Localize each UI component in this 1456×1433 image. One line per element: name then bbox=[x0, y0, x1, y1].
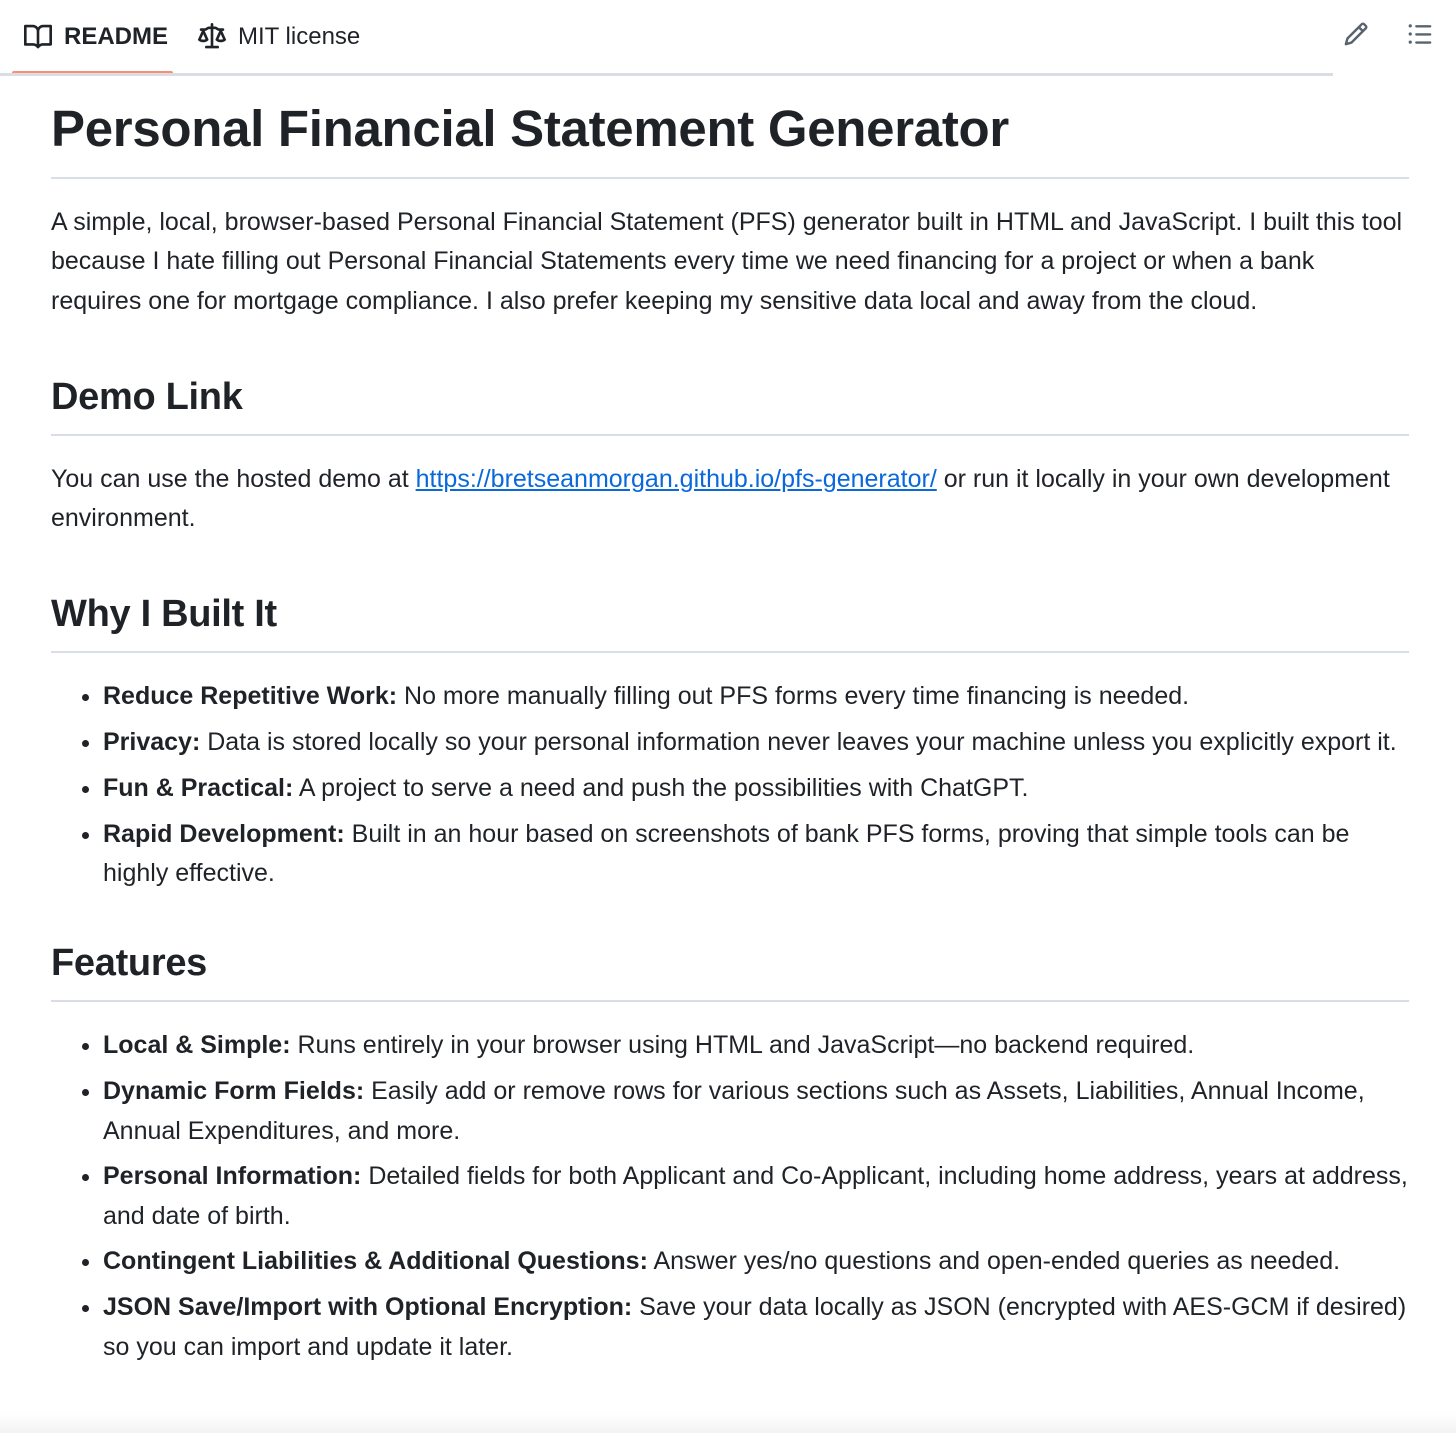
demo-paragraph bbox=[51, 460, 1409, 539]
list-item bbox=[103, 815, 1409, 894]
list-item-label: Local & Simple: bbox=[103, 1031, 291, 1060]
list-item-text: Save your data locally as JSON (encrypted with AES-GCM if desired) so you can import and update it later. bbox=[103, 1293, 1407, 1361]
tab-readme-label: README bbox=[64, 22, 169, 50]
intro-paragraph: A simple, local, browser-based Personal Financial Statement (PFS) generator built in HTML and JavaScript. I built this tool because I hate filling out Personal Financial Statements every time we need financing for a project or when a bank requires one for mortgage compliance. I also prefer keeping my sensitive data local and away from the cloud. bbox=[51, 208, 1403, 315]
list-item-text: Easily add or remove rows for various sections such as Assets, Liabilities, Annual Income, Annual Expenditures, and more. bbox=[103, 1077, 1365, 1145]
list-item-text: A project to serve a need and push the possibilities with ChatGPT. bbox=[293, 774, 1029, 803]
list-item bbox=[103, 769, 1409, 808]
book-icon bbox=[24, 23, 52, 51]
list-unordered-icon bbox=[1407, 21, 1433, 52]
list-item-label: Fun & Practical: bbox=[103, 774, 294, 803]
list-item-text: No more manually filling out PFS forms every time financing is needed. bbox=[397, 682, 1190, 711]
features-list bbox=[51, 1026, 1409, 1366]
tab-readme[interactable] bbox=[12, 0, 173, 73]
list-item-text: Data is stored locally so your personal information never leaves your machine unless you explicitly export it. bbox=[200, 728, 1397, 757]
why-list bbox=[51, 677, 1409, 893]
list-item-text: Runs entirely in your browser using HTML and JavaScript—no backend required. bbox=[290, 1031, 1195, 1060]
list-item bbox=[103, 723, 1409, 762]
list-item-label: Personal Information: bbox=[103, 1162, 362, 1191]
pencil-icon bbox=[1343, 21, 1369, 52]
list-item-label: JSON Save/Import with Optional Encryption: bbox=[103, 1293, 633, 1322]
list-item-label: Privacy: bbox=[103, 728, 201, 757]
list-item bbox=[103, 677, 1409, 716]
list-item-label: Dynamic Form Fields: bbox=[103, 1077, 365, 1106]
list-item bbox=[103, 1026, 1409, 1065]
list-item-label: Reduce Repetitive Work: bbox=[103, 682, 398, 711]
list-item bbox=[103, 1288, 1409, 1367]
tab-license-label: MIT license bbox=[238, 22, 361, 50]
tabbar-divider bbox=[0, 73, 1333, 76]
readme-tabbar bbox=[0, 0, 1456, 76]
scroll-fade bbox=[0, 1412, 1456, 1433]
list-item bbox=[103, 1242, 1409, 1281]
why-heading: Why I Built It bbox=[51, 586, 1409, 653]
demo-text-after: or run it locally in your own development environment. bbox=[51, 464, 1390, 533]
law-scale-icon bbox=[198, 23, 226, 51]
list-item-text: Detailed fields for both Applicant and Co-Applicant, including home address, years at address, and date of birth. bbox=[103, 1162, 1408, 1230]
edit-readme-button[interactable] bbox=[1338, 18, 1374, 54]
tab-license[interactable] bbox=[186, 0, 360, 73]
page-title: Personal Financial Statement Generator bbox=[51, 90, 1409, 179]
demo-heading: Demo Link bbox=[51, 369, 1409, 436]
list-item-label: Contingent Liabilities & Additional Questions: bbox=[103, 1247, 648, 1276]
list-item-label: Rapid Development: bbox=[103, 819, 345, 848]
list-item-text: Built in an hour based on screenshots of bank PFS forms, proving that simple tools can be highly effective. bbox=[103, 819, 1350, 888]
readme-content bbox=[51, 90, 1409, 1373]
outline-button[interactable] bbox=[1402, 18, 1438, 54]
demo-link[interactable]: https://bretseanmorgan.github.io/pfs-generator/ bbox=[415, 464, 937, 493]
list-item bbox=[103, 1072, 1409, 1151]
list-item-text: Answer yes/no questions and open-ended queries as needed. bbox=[647, 1247, 1341, 1276]
features-heading: Features bbox=[51, 935, 1409, 1002]
list-item bbox=[103, 1157, 1409, 1236]
demo-text-before: You can use the hosted demo at bbox=[51, 464, 416, 493]
